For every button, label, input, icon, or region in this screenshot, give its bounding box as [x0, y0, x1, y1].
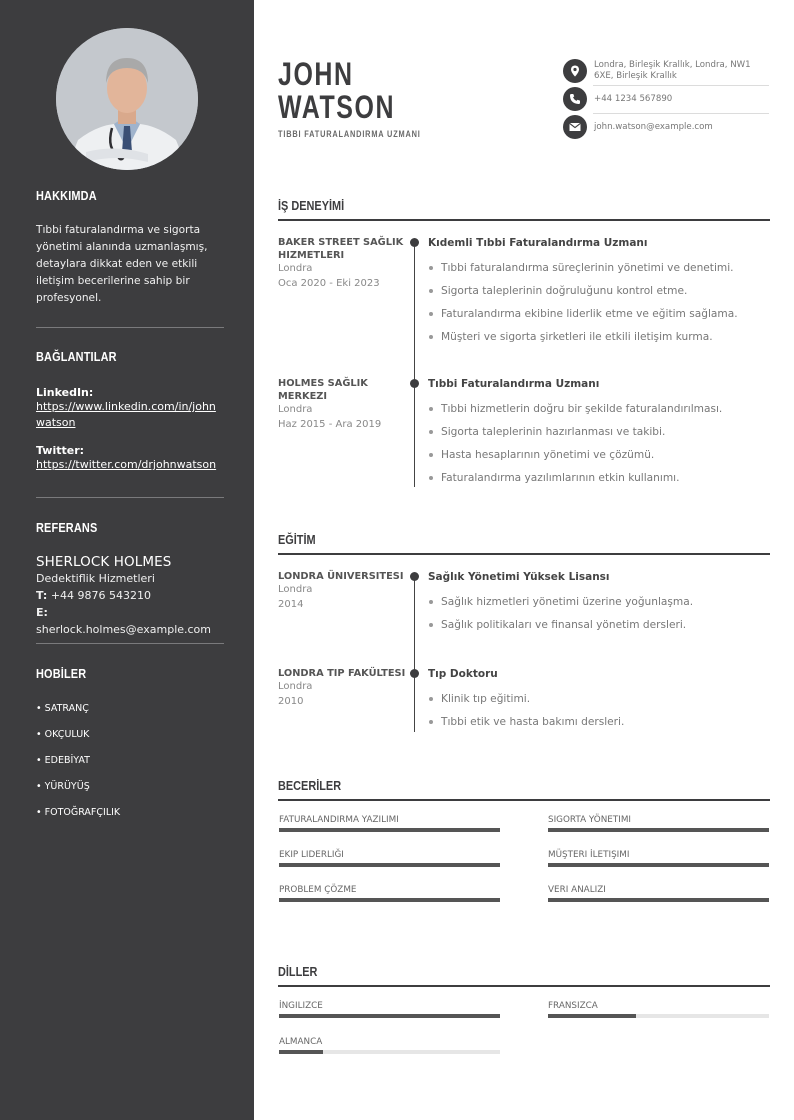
education-entry-details [428, 570, 770, 637]
section-rule [278, 553, 770, 555]
about-text: Tıbbi faturalandırma ve sigorta yönetimi alanında uzmanlaşmış, detaylara dikkat eden ve etkili iletişim becerilerine sahip bir profesyonel. [36, 224, 208, 304]
degree-title: Sağlık Yönetimi Yüksek Lisansı [428, 571, 610, 583]
skill-bar-fill [548, 828, 769, 832]
links-title: BAĞLANTILAR [36, 349, 117, 364]
twitter-link[interactable]: https://twitter.com/drjohnwatson [36, 458, 217, 471]
email-label: E: [36, 606, 48, 619]
responsibility-list [428, 257, 770, 349]
skill-bar [279, 828, 500, 832]
language-item [279, 1000, 500, 1018]
skill-item [279, 849, 500, 867]
section-rule [278, 219, 770, 221]
skill-bar [279, 863, 500, 867]
contact-email [563, 115, 769, 139]
reference-email [36, 604, 224, 638]
skill-name: MÜŞTERI İLETIŞIMI [548, 850, 630, 860]
school-name: LONDRA TIP FAKÜLTESI [278, 668, 406, 679]
hobbies-title: HOBİLER [36, 666, 87, 681]
org-location: Londra [278, 263, 313, 274]
education-detail-list [428, 688, 770, 734]
about-title: HAKKIMDA [36, 188, 97, 203]
section-rule [278, 985, 770, 987]
contact-phone [563, 87, 769, 111]
list-item: Faturalandırma ekibine liderlik etme ve eğitim sağlama. [428, 303, 770, 326]
reference-phone-value: +44 9876 543210 [50, 589, 152, 602]
first-name: JOHN [278, 56, 354, 92]
language-bar-fill [548, 1014, 636, 1018]
language-item [548, 1000, 769, 1018]
reference-name: SHERLOCK HOLMES [36, 554, 172, 570]
reference-title: REFERANS [36, 520, 98, 535]
list-item: Tıbbi faturalandırma süreçlerinin yönetimi ve denetimi. [428, 257, 770, 280]
list-item: Sağlık politikaları ve finansal yönetim dersleri. [428, 614, 770, 637]
skill-bar [548, 863, 769, 867]
list-item: Tıbbi etik ve hasta bakımı dersleri. [428, 711, 770, 734]
skills-title: BECERİLER [278, 778, 342, 793]
org-name: HOLMES SAĞLIK MERKEZI [278, 378, 368, 402]
experience-entry-meta [278, 377, 406, 432]
degree-title: Tıp Doktoru [428, 668, 498, 680]
list-item: Müşteri ve sigorta şirketleri ile etkili iletişim kurma. [428, 326, 770, 349]
divider [36, 643, 224, 644]
school-name: LONDRA ÜNIVERSITESI [278, 571, 404, 582]
list-item: Sigorta taleplerinin doğruluğunu kontrol etme. [428, 280, 770, 303]
skill-bar [548, 898, 769, 902]
language-bar-fill [279, 1014, 500, 1018]
linkedin-link[interactable]: https://www.linkedin.com/in/johnwatson [36, 400, 216, 429]
language-item [279, 1036, 500, 1054]
reference-company: Dedektiflik Hizmetleri [36, 572, 155, 585]
language-bar [548, 1014, 769, 1018]
about-section [36, 188, 224, 307]
person-name [278, 58, 395, 124]
list-item: Sigorta taleplerinin hazırlanması ve takibi. [428, 421, 770, 444]
skill-item [279, 884, 500, 902]
education-entry-meta [278, 570, 406, 612]
experience-entry-meta [278, 236, 406, 291]
list-item: Hasta hesaplarının yönetimi ve çözümü. [428, 444, 770, 467]
address-text: Londra, Birleşik Krallık, Londra, NW1 6XE, Birleşik Krallık [594, 60, 751, 81]
skill-bar [279, 898, 500, 902]
hobby-list [36, 696, 224, 826]
skill-bar-fill [279, 863, 500, 867]
profile-photo [56, 28, 198, 170]
language-name: İNGILIZCE [279, 1001, 323, 1011]
experience-timeline [414, 242, 415, 487]
language-bar [279, 1050, 500, 1054]
divider [36, 327, 224, 328]
responsibility-list [428, 398, 770, 490]
reference-section [36, 520, 224, 638]
skill-name: EKIP LIDERLIĞI [279, 850, 344, 860]
languages-title: DİLLER [278, 964, 318, 979]
education-entry-meta [278, 667, 406, 709]
contact-address [563, 59, 769, 83]
graduation-year: 2014 [278, 598, 304, 610]
org-name: BAKER STREET SAĞLIK HIZMETLERI [278, 237, 404, 261]
timeline-dot [410, 379, 419, 388]
sidebar [0, 0, 254, 1120]
skill-bar-fill [279, 828, 500, 832]
education-timeline [414, 576, 415, 732]
hobby-item: • OKÇULUK [36, 729, 90, 740]
hobby-item: • YÜRÜYÜŞ [36, 781, 90, 792]
skill-name: SIGORTA YÖNETIMI [548, 815, 632, 825]
links-section [36, 349, 224, 473]
skill-item [548, 884, 769, 902]
location-pin-icon [563, 59, 587, 83]
skill-item [548, 849, 769, 867]
reference-phone [36, 587, 224, 604]
school-location: Londra [278, 681, 313, 692]
experience-entry-details [428, 236, 770, 349]
hobby-item: • EDEBİYAT [36, 755, 90, 766]
skill-name: FATURALANDIRMA YAZILIMI [279, 815, 399, 825]
experience-title: İŞ DENEYİMİ [278, 198, 345, 213]
language-bar-fill [279, 1050, 323, 1054]
phone-text: +44 1234 567890 [594, 93, 673, 104]
list-item: Sağlık hizmetleri yönetimi üzerine yoğunlaşma. [428, 591, 770, 614]
skill-name: VERI ANALIZI [548, 885, 606, 895]
skill-bar-fill [548, 898, 769, 902]
experience-entry-details [428, 377, 770, 490]
graduation-year: 2010 [278, 695, 304, 707]
section-rule [278, 799, 770, 801]
timeline-dot [410, 669, 419, 678]
envelope-icon [563, 115, 587, 139]
divider [36, 497, 224, 498]
date-range: Haz 2015 - Ara 2019 [278, 418, 382, 430]
list-item: Tıbbi hizmetlerin doğru bir şekilde faturalandırılması. [428, 398, 770, 421]
phone-label: T: [36, 589, 48, 602]
role-title: Tıbbi Faturalandırma Uzmanı [428, 378, 600, 390]
email-text[interactable]: john.watson@example.com [594, 121, 713, 132]
skill-bar [548, 828, 769, 832]
language-name: ALMANCA [279, 1037, 323, 1047]
skill-name: PROBLEM ÇÖZME [279, 885, 357, 895]
language-bar [279, 1014, 500, 1018]
skill-item [548, 814, 769, 832]
twitter-entry [36, 444, 224, 473]
education-title: EĞİTİM [278, 532, 316, 547]
education-entry-details [428, 667, 770, 734]
reference-email-value: sherlock.holmes@example.com [36, 623, 212, 636]
date-range: Oca 2020 - Eki 2023 [278, 277, 380, 289]
linkedin-label: LinkedIn: [36, 386, 94, 399]
timeline-dot [410, 238, 419, 247]
twitter-label: Twitter: [36, 444, 85, 457]
skill-bar-fill [279, 898, 500, 902]
school-location: Londra [278, 584, 313, 595]
list-item: Faturalandırma yazılımlarının etkin kullanımı. [428, 467, 770, 490]
timeline-dot [410, 572, 419, 581]
job-title: TIBBI FATURALANDIRMA UZMANI [278, 129, 421, 139]
list-item: Klinik tıp eğitimi. [428, 688, 770, 711]
last-name: WATSON [278, 89, 396, 125]
hobby-item: • SATRANÇ [36, 703, 89, 714]
education-detail-list [428, 591, 770, 637]
org-location: Londra [278, 404, 313, 415]
skill-bar-fill [548, 863, 769, 867]
divider [593, 85, 769, 86]
phone-icon [563, 87, 587, 111]
skill-item [279, 814, 500, 832]
divider [593, 113, 769, 114]
linkedin-entry [36, 386, 224, 431]
language-name: FRANSIZCA [548, 1001, 598, 1011]
role-title: Kıdemli Tıbbi Faturalandırma Uzmanı [428, 237, 648, 249]
hobby-item: • FOTOĞRAFÇILIK [36, 807, 121, 818]
hobbies-section [36, 666, 224, 826]
